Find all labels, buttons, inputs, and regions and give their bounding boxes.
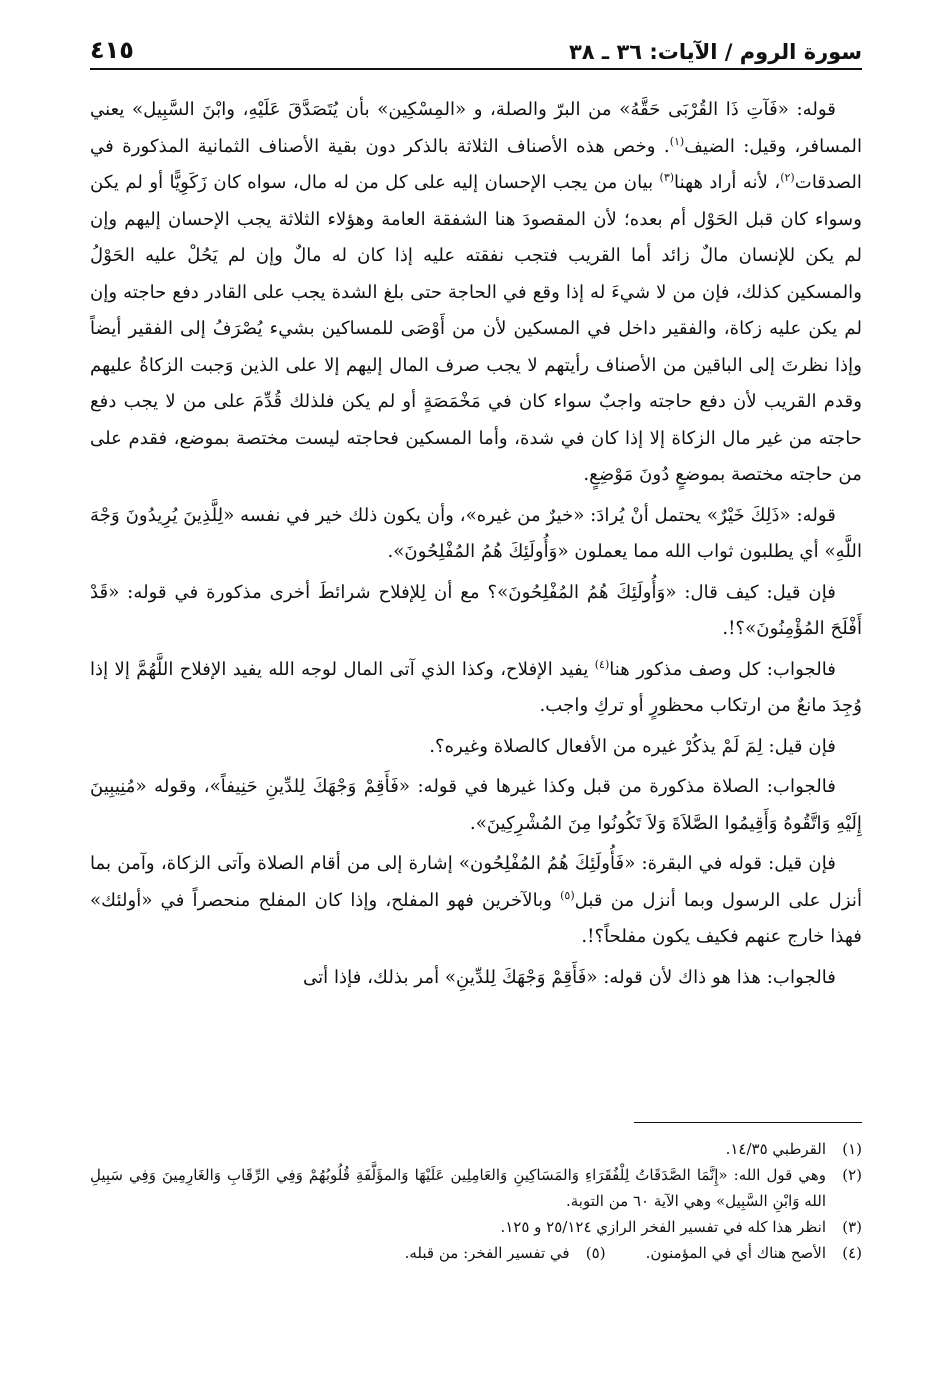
footnote-text: القرطبي ١٤/٣٥. — [725, 1140, 826, 1158]
footnote-number: (٢) — [842, 1166, 862, 1184]
paragraph: فالجواب: كل وصف مذكور هنا$^{(٤)}$ يفيد الإفلاح، وكذا الذي آتى المال لوجه الله يفيد الإفلاح اللَّهُمَّ إلا إذا وُجِدَ مانعٌ من ارتكاب محظورٍ أو تركِ واجب. — [90, 657, 862, 716]
running-title: سورة الروم / الآيات: ٣٦ ـ ٣٨ — [568, 40, 862, 64]
paragraph: فإن قيل: لِمَ لَمْ يذكُرْ غيره من الأفعال كالصلاة وغيره؟. — [429, 735, 836, 757]
paragraph: فإن قيل: قوله في البقرة: «فَأُولَئِكَ هُمُ المُفْلِحُون» إشارة إلى من أقام الصلاة وآتى الزكاة، وآمن بما أنزل على الرسول وبما أنزل من قبل$^{(٥)}$ وبالآخرين فهو المفلح، وإذا كان المفلح منحصراً في «أولئك» فهذا خارج عنهم فكيف يكون مفلحاً؟!. — [90, 853, 863, 947]
book-page — [90, 34, 862, 1334]
footnote-5 — [405, 1240, 606, 1266]
footnote-1 — [90, 1136, 862, 1162]
paragraph: فالجواب: الصلاة مذكورة من قبل وكذا غيرها في قوله: «فَأَقِمْ وَجْهَكَ لِلدِّينِ حَنِيفاً»، وقوله «مُنِيبِينَ إِلَيْهِ وَاتَّقُوهُ وَأَقِيمُوا الصَّلاَةَ وَلاَ تَكُونُوا مِنَ المُشْرِكِينَ». — [90, 776, 862, 834]
footnote-4 — [646, 1240, 862, 1266]
footnote-separator — [634, 1122, 862, 1123]
footnote-text: في تفسير الفخر: من قبله. — [404, 1244, 570, 1262]
footnotes — [90, 1136, 862, 1266]
page-number: ٤١٥ — [90, 36, 134, 64]
footnote-ref[interactable]: (٥) — [560, 888, 575, 902]
footnote-text: وهي قول الله: «إِنَّمَا الصَّدَقَاتُ لِلْفُقَرَاءِ وَالمَسَاكِينِ وَالعَامِلِين عَلَيْهَا وَالمؤَلَّفَةِ قُلُوبُهُمْ وَفِي الرِّقَابِ وَالغَارِمِينَ وَفِي سَبِيلِ الله وَابْنِ السَّبِيل» وهي الآية ٦٠ من التوبة. — [90, 1166, 826, 1210]
footnote-2 — [90, 1162, 862, 1214]
footnote-number: (١) — [842, 1140, 862, 1158]
paragraph: قوله: «ذَلِكَ خَيْرٌ» يحتمل أنْ يُرادَ: «خيرٌ من غيره»، وأن يكون ذلك خير في نفسه «لِلَّذِينَ يُرِيدُونَ وَجْهَ اللَّهِ» أي يطلبون ثواب الله مما يعملون «وَأُولَئِكَ هُمُ المُفْلِحُونَ». — [90, 504, 862, 562]
footnote-text: انظر هذا كله في تفسير الفخر الرازي ٢٥/١٢٤ و ١٢٥. — [500, 1218, 826, 1236]
footnote-ref[interactable]: (٤) — [594, 657, 610, 671]
footnote-3 — [90, 1214, 862, 1240]
footnote-number: (٥) — [585, 1244, 606, 1262]
footnote-text: الأصح هناك أي في المؤمنون. — [645, 1244, 826, 1262]
running-header — [90, 34, 862, 70]
body-text — [90, 92, 862, 996]
footnote-ref[interactable]: (٣) — [659, 170, 675, 184]
footnote-number: (٤) — [842, 1244, 862, 1262]
paragraph: فالجواب: هذا هو ذاك لأن قوله: «فَأَقِمْ وَجْهَكَ لِلدِّينِ» أمر بذلك، فإذا أتى — [302, 966, 836, 988]
paragraph: قوله: «فَآتِ ذَا القُرْبَى حَقَّهُ» من البرّ والصلة، و «المِسْكِين» بأن يُتَصَدَّقَ عَلَيْهِ، وابْنَ السَّبِيل» يعني المسافر، وقيل: الضيف$^{(١)}$. وخص هذه الأصناف الثلاثة بالذكر دون بقية الأصناف الثمانية المذكورة في الصدقات$^{(٢)}$، لأنه أراد ههنا$^{(٣)}$ بيان من يجب الإحسان إليه على كل من له مال، سواه كان زَكَوِيًّا أو لم يكن وسواء كان قبل الحَوْل أم بعده؛ لأن المقصودَ هنا الشفقة العامة وهؤلاء الثلاثة يجب الإحسان إليهم وإن لم يكن للإنسان مالٌ زائد أما القريب فتجب نفقته عليه إذا كان له مالٌ وإن لم يَحُلْ عليه الحَوْلُ والمسكين كذلك، فإن من لا شيءَ له إذا وقع في الحاجة حتى بلغ الشدة يجب على القادر دفع حاجته وإن لم يكن عليه زكاة، والفقير داخل في المسكين لأن من أَوْصَى للمساكين بشيء يُصْرَفُ إلى الفقير أيضاً وإذا نظرتَ إلى الباقين من الأصناف رأيتهم لا يجب صرف المال إليهم إلا على الذين وَجبت الزكاةُ عليهم وقدم القريب لأن دفع حاجته واجبٌ سواء كان في مَخْمَصَةٍ أو لم يكن فلذلك قُدِّمَ على من لا يجب دفع حاجته من غير مال الزكاة إلا إذا كان في شدة، وأما المسكين فحاجته ليست مختصة بموضع، فقدم على من حاجته مختصة بموضعٍ دُونَ مَوْضِعٍ. — [90, 99, 862, 485]
footnote-ref[interactable]: (١) — [669, 134, 685, 148]
footnote-row — [90, 1240, 862, 1266]
footnote-number: (٣) — [842, 1218, 862, 1236]
paragraph: فإن قيل: كيف قال: «وَأُولَئِكَ هُمُ المُفْلِحُونَ»؟ مع أن لِلإفلاح شرائطَ أخرى مذكورة في قوله: «قَدْ أَفْلَحَ المُؤْمِنُونَ»؟!. — [90, 581, 862, 639]
footnote-ref[interactable]: (٢) — [780, 170, 795, 184]
